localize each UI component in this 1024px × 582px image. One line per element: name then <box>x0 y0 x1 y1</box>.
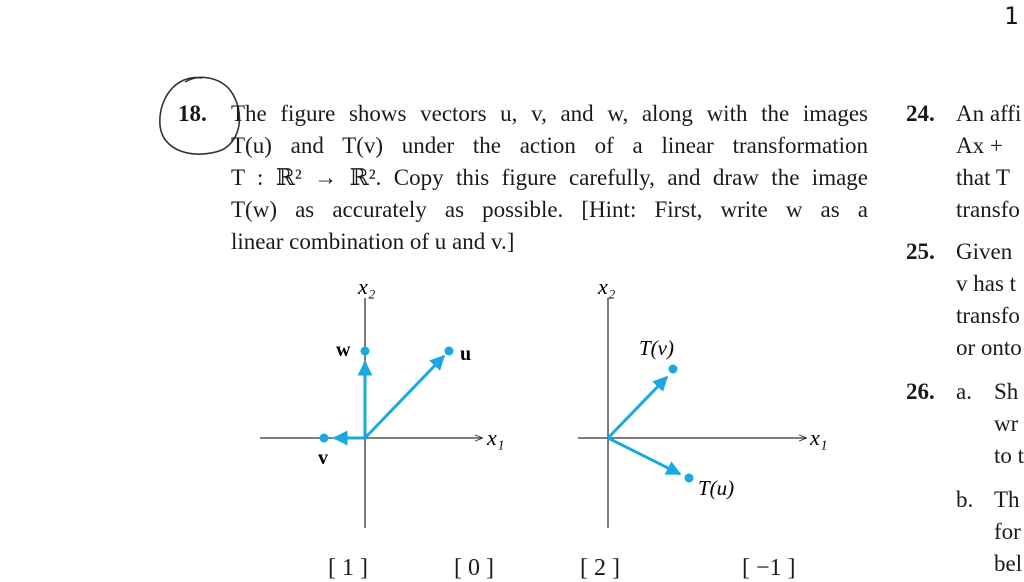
figure-right <box>570 270 850 540</box>
label-u: u <box>460 343 472 365</box>
vector-Tu <box>608 438 680 474</box>
problem-line: transfo <box>956 303 1020 328</box>
problem-26 <box>906 376 1024 580</box>
problem-line: T(u) and T(v) under the action of a linear transformation <box>231 133 868 158</box>
label-w: w <box>336 339 351 361</box>
part-b-label: b. <box>956 487 974 512</box>
y-axis-label: x₂ <box>598 274 616 299</box>
vector-Tv-point <box>669 365 678 374</box>
label-Tu: T(u) <box>698 476 735 500</box>
problem-line: or onto <box>956 335 1022 360</box>
problem-number: 26. <box>906 379 935 404</box>
bracket-4: [ −1 ] <box>742 555 796 581</box>
x-axis-label: x₁ <box>487 425 505 450</box>
part-a-label: a. <box>956 379 972 404</box>
problem-line: T(w) as accurately as possible. [Hint: First, write w as a <box>231 197 868 222</box>
bracket-1: [ 1 ] <box>328 555 368 581</box>
problem-line: Th <box>994 487 1020 512</box>
problem-24 <box>906 98 1021 226</box>
problem-line: to t <box>994 443 1024 468</box>
problem-18 <box>178 98 868 258</box>
problem-25 <box>906 236 1022 364</box>
problem-line: Ax + <box>956 133 1003 158</box>
problem-text <box>231 98 868 258</box>
problem-line: v has t <box>956 271 1017 296</box>
vector-Tv <box>608 377 667 438</box>
bracket-2: [ 0 ] <box>454 555 494 581</box>
problem-number: 25. <box>906 239 935 264</box>
problem-number: 24. <box>906 101 935 126</box>
problem-line: bel <box>994 551 1023 576</box>
bracket-3: [ 2 ] <box>580 555 620 581</box>
problem-line: Given <box>956 239 1013 264</box>
vector-Tu-point <box>685 474 694 483</box>
problem-line: wr <box>994 411 1019 436</box>
problem-line: linear combination of u and v.] <box>231 229 515 254</box>
problem-line: for <box>994 519 1021 544</box>
problem-line: The figure shows vectors u, v, and w, along with the images <box>231 101 868 126</box>
problem-line: transfo <box>956 197 1020 222</box>
label-v: v <box>318 447 328 469</box>
problem-line: that T <box>956 165 1010 190</box>
problem-number: 18. <box>178 101 207 126</box>
problem-line: Sh <box>994 379 1019 404</box>
vector-u <box>365 356 444 438</box>
y-axis-label: x₂ <box>358 274 376 299</box>
problem-line: An affi <box>956 101 1022 126</box>
vector-w-point <box>361 347 370 356</box>
problem-line: T : ℝ² → ℝ². Copy this figure carefully, and draw the image <box>231 165 868 190</box>
vector-u-point <box>445 347 454 356</box>
page-number: 1 <box>1004 2 1019 30</box>
figure-left <box>250 270 530 540</box>
vector-v-point <box>320 434 329 443</box>
x-axis-label: x₁ <box>810 425 828 450</box>
label-Tv: T(v) <box>639 336 674 360</box>
